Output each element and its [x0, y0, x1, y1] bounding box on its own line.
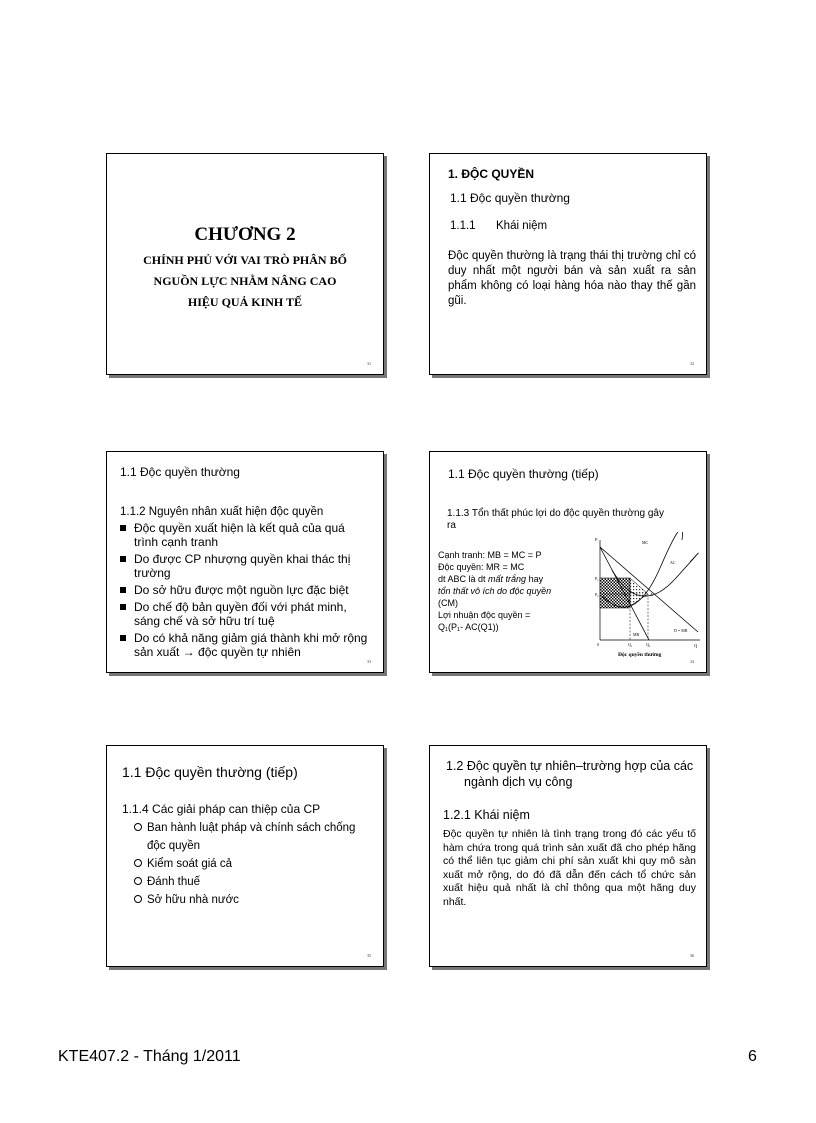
slide-subheading: 1.1.2 Nguyên nhân xuất hiện độc quyền — [120, 506, 324, 518]
origin-label: 0 — [597, 642, 599, 647]
bullet-icon — [120, 635, 126, 641]
subsection-title: Khái niệm — [496, 220, 548, 232]
text-line: Q₁(P₁- AC(Q1)) — [438, 622, 499, 632]
slide-number: 32 — [690, 361, 694, 366]
axis-label-q: Q — [694, 643, 698, 648]
slide-heading: 1.2 Độc quyền tự nhiên–trường hợp của các ngành dịch vụ công — [446, 759, 694, 789]
monopoly-graph — [594, 532, 704, 664]
slide-heading: 1.1 Độc quyền thường — [120, 465, 240, 479]
ac-label: AC — [670, 560, 676, 565]
chapter-title: CHƯƠNG 2 — [194, 224, 296, 245]
slide-subheading: 1.1.4 Các giải pháp can thiệp của CP — [122, 802, 321, 816]
slide-body: Độc quyền thường là trạng thái thị trường chỉ có duy nhất một người bán và sản xuất ra sản phẩm không có loại hàng hóa nào thay thế gần gũi. — [448, 250, 696, 307]
slide-number: 31 — [367, 361, 371, 366]
circle-bullet-icon — [134, 859, 142, 867]
q1-label: Q₁ — [628, 642, 633, 647]
subsection-number: 1.1.1 — [450, 220, 476, 232]
slide-3 — [106, 451, 384, 673]
circle-bullet-icon — [134, 823, 142, 831]
slide-heading: 1.1 Độc quyền thường (tiếp) — [122, 764, 298, 780]
mc-label: MC — [642, 540, 649, 545]
circle-bullet-icon — [134, 895, 142, 903]
list-item: Do có khả năng giảm giá thành khi mở rộng sản xuất → độc quyền tự nhiên — [120, 631, 372, 659]
subtitle-line: NGUỒN LỰC NHẰM NÂNG CAO — [153, 274, 337, 288]
q0-label: Q₀ — [646, 642, 651, 647]
bullet-icon — [120, 525, 126, 531]
subtitle-line: CHÍNH PHỦ VỚI VAI TRÒ PHÂN BỔ — [143, 253, 347, 267]
text-line: (CM) — [438, 598, 458, 608]
slide-subheading: 1.1 Độc quyền thường — [450, 191, 570, 205]
p1-label: P₁ — [595, 576, 599, 581]
demand-label: D = MB — [674, 628, 688, 633]
deadweight-loss-area — [630, 578, 648, 606]
slide-body: Độc quyền tự nhiên là tình trạng trong đó các yếu tố hàm chứa trong quá trình sản xuất đã cho phép hãng có thể liên tục giảm chi phí sản xuất khi quy mô sản xuất mở rộng, do đó đã dẫn đến cách tổ chức sản xuất hiệu quả nhất là chỉ thông qua một hãng duy nhất. — [443, 828, 696, 908]
list-item: Do chế độ bản quyền đối với phát minh, sáng chế và sở hữu trí tuệ — [120, 600, 372, 628]
page-number: 6 — [748, 1048, 757, 1065]
slide-number: 33 — [367, 659, 371, 664]
list-item: Độc quyền xuất hiện là kết quả của quá trình cạnh tranh — [120, 521, 372, 549]
slide-2 — [429, 153, 707, 375]
text-line: Lợi nhuận độc quyền = — [438, 610, 531, 620]
mr-label: MR — [633, 632, 640, 637]
slide-1 — [106, 153, 384, 375]
list-item: Sở hữu nhà nước — [133, 891, 373, 909]
list-item: Ban hành luật pháp và chính sách chống độc quyền — [133, 819, 373, 855]
slide-heading: 1. ĐỘC QUYỀN — [448, 167, 535, 181]
slide-subheading: 1.1.3 Tổn thất phúc lợi do độc quyền thường gây ra — [447, 508, 664, 531]
course-footer: KTE407.2 - Tháng 1/2011 — [58, 1048, 241, 1065]
bullet-icon — [120, 556, 126, 562]
cause-list — [120, 521, 372, 662]
list-item: Đánh thuế — [133, 873, 373, 891]
slide-number: 36 — [690, 953, 694, 958]
text-line: Cạnh tranh: MB = MC = P — [438, 550, 542, 560]
graph-caption: Độc quyền thường — [618, 652, 662, 658]
p0-label: P₀ — [595, 592, 599, 597]
bullet-icon — [120, 604, 126, 610]
list-item: Do sở hữu được một nguồn lực đặc biệt — [120, 583, 372, 597]
slide-body — [438, 549, 596, 633]
chapter-subtitle — [119, 250, 371, 313]
list-item: Do được CP nhượng quyền khai thác thị trường — [120, 552, 372, 580]
slide-4 — [429, 451, 707, 673]
subtitle-line: HIỆU QUẢ KINH TẾ — [187, 295, 303, 309]
point-a-label: A — [650, 592, 653, 597]
axis-label-p: P — [595, 537, 598, 542]
text-line: tổn thất vô ích do độc quyền — [438, 586, 552, 596]
slide-subheading: 1.2.1 Khái niệm — [443, 808, 530, 822]
circle-bullet-icon — [134, 877, 142, 885]
profit-area — [600, 578, 630, 608]
slide-number: 34 — [690, 659, 694, 664]
bullet-icon — [120, 587, 126, 593]
slide-5 — [106, 745, 384, 967]
solution-list — [133, 819, 373, 909]
slide-6 — [429, 745, 707, 967]
list-item: Kiểm soát giá cả — [133, 855, 373, 873]
slide-heading: 1.1 Độc quyền thường (tiếp) — [448, 467, 599, 481]
text-line: Độc quyền: MR = MC — [438, 562, 525, 572]
slide-number: 35 — [367, 953, 371, 958]
text-line: dt ABC là dt mất trắng hay — [438, 574, 544, 584]
